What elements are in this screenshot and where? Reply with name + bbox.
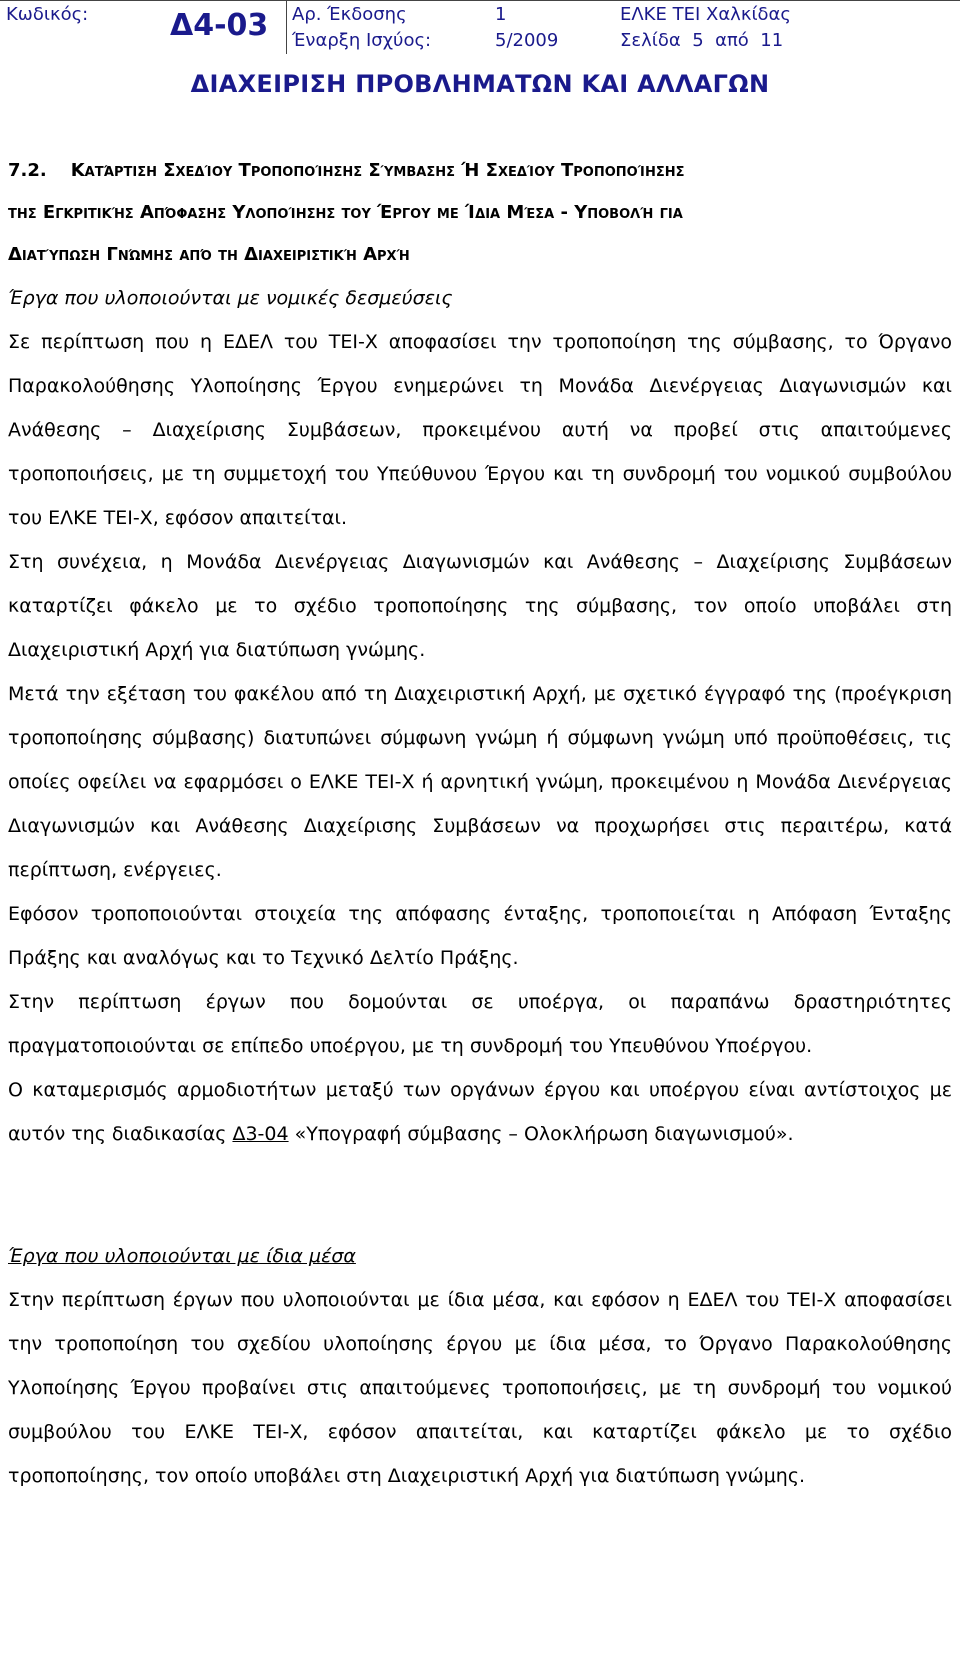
section-title-line-1: Κατάρτιση Σχεδίου Τροποποίησης Σύμβασης Ή Σχεδίου Τροποποίησης (70, 160, 685, 181)
header-top-rule (0, 0, 960, 1)
page-number: 5 (692, 30, 704, 51)
paragraph: Στην περίπτωση έργων που υλοποιούνται με ίδια μέσα, και εφόσον η ΕΔΕΛ του ΤΕΙ-Χ αποφασίσει την τροποποίηση του σχεδίου υλοποίησης έργου με ίδια μέσα, το Όργανο Παρακολούθησης Υλοποίησης Έργου προβαίνει στις απαιτούμενες τροποποιήσεις, με τη συνδρομή του νομικού συμβούλου του ΕΛΚΕ ΤΕΙ-Χ, εφόσον απαιτείται, και καταρτίζει φάκελο με το σχέδιο τροποποίησης, τον οποίο υποβάλει στη Διαχειριστική Αρχή για διατύπωση γνώμης. (8, 1289, 952, 1487)
page-of: από (715, 30, 749, 51)
page-total: 11 (760, 30, 784, 51)
document-header (0, 0, 960, 100)
text: «Υπογραφή σύμβασης – Ολοκλήρωση διαγωνισμού». (288, 1123, 794, 1145)
paragraph: Στη συνέχεια, η Μονάδα Διενέργειας Διαγωνισμών και Ανάθεσης – Διαχείρισης Συμβάσεων καταρτίζει φάκελο με το σχέδιο τροποποίησης της σύμβασης, τον οποίο υποβάλει στη Διαχειριστική Αρχή για διατύπωση γνώμης. (8, 551, 952, 661)
page-indicator (620, 30, 783, 51)
document-body (8, 150, 952, 1498)
page-label: Σελίδα (620, 30, 681, 51)
effective-label: Έναρξη Ισχύος: (292, 30, 432, 51)
own-means-subheading: Έργα που υλοποιούνται με ίδια μέσα (8, 1245, 356, 1267)
paragraph: Εφόσον τροποποιούνται στοιχεία της απόφασης ένταξης, τροποποιείται η Απόφαση Ένταξης Πράξης και αναλόγως και το Τεχνικό Δελτίο Πράξης. (8, 903, 952, 969)
code-label: Κωδικός: (6, 4, 89, 25)
edition-label: Αρ. Έκδοσης (292, 4, 407, 25)
effective-value: 5/2009 (495, 30, 559, 51)
text: Ο καταμερισμός αρμοδιοτήτων μεταξύ των οργάνων έργου και υποέργου είναι αντίστοιχος με αυτόν της διαδικασίας (8, 1079, 952, 1145)
document-title: ΔΙΑΧΕΙΡΙΣΗ ΠΡΟΒΛΗΜΑΤΩΝ ΚΑΙ ΑΛΛΑΓΩΝ (190, 70, 770, 98)
paragraph: Μετά την εξέταση του φακέλου από τη Διαχειριστική Αρχή, με σχετικό έγγραφό της (προέγκριση τροποποίησης σύμβασης) διατυπώνει σύμφωνη γνώμη ή σύμφωνη γνώμη υπό προϋποθέσεις, τις οποίες οφείλει να εφαρμόσει ο ΕΛΚΕ ΤΕΙ-Χ ή αρνητική γνώμη, προκειμένου η Μονάδα Διενέργειας Διαγωνισμών και Ανάθεσης Διαχείρισης Συμβάσεων να προχωρήσει στις περαιτέρω, κατά περίπτωση, ενέργειες. (8, 683, 952, 881)
section-title-line-3: Διατύπωση Γνώμης από τη Διαχειριστική Αρχή (8, 244, 410, 265)
section-title (8, 150, 952, 276)
legal-commitments-subheading: Έργα που υλοποιούνται με νομικές δεσμεύσεις (8, 287, 453, 309)
code-value: Δ4-03 (170, 8, 269, 43)
paragraph: Στην περίπτωση έργων που δομούνται σε υποέργα, οι παραπάνω δραστηριότητες πραγματοποιούνται σε επίπεδο υποέργου, με τη συνδρομή του Υπευθύνου Υποέργου. (8, 991, 952, 1057)
edition-value: 1 (495, 4, 507, 25)
paragraph: Σε περίπτωση που η ΕΔΕΛ του ΤΕΙ-Χ αποφασίσει την τροποποίηση της σύμβασης, το Όργανο Παρακολούθησης Υλοποίησης Έργου ενημερώνει τη Μονάδα Διενέργειας Διαγωνισμών και Ανάθεσης – Διαχείρισης Συμβάσεων, προκειμένου αυτή να προβεί στις απαιτούμενες τροποποιήσεις, με τη συμμετοχή του Υπεύθυνου Έργου και τη συνδρομή του νομικού συμβούλου του ΕΛΚΕ ΤΕΙ-Χ, εφόσον απαιτείται. (8, 331, 952, 529)
organization-name: ΕΛΚΕ ΤΕΙ Χαλκίδας (620, 4, 791, 25)
header-divider (286, 0, 287, 54)
section-title-line-2: της Εγκριτικής Απόφασης Υλοποίησης του Έργου με Ίδια Μέσα - Υποβολή για (8, 202, 683, 223)
spacer (8, 1156, 952, 1234)
section-number: 7.2. (8, 160, 47, 181)
procedure-reference: Δ3-04 (232, 1123, 289, 1145)
paragraph-procedure-reference (8, 1068, 952, 1156)
